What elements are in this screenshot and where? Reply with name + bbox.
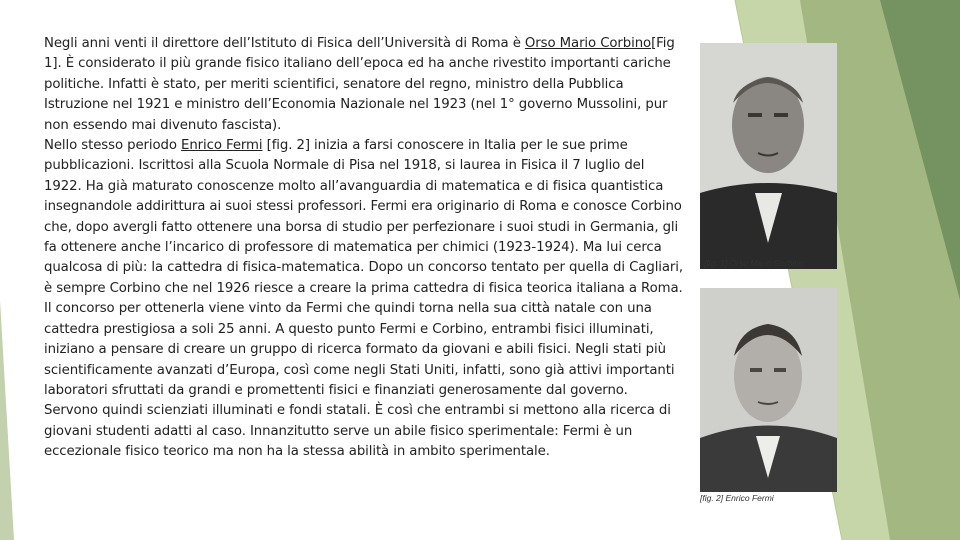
paragraph-fermi <box>44 136 684 463</box>
corbino-name: Orso Mario Corbino <box>524 36 652 51</box>
corbino-portrait-image <box>700 43 837 269</box>
green-corner-left <box>0 300 14 540</box>
p2-post: [fig. 2] inizia a farsi conoscere in Italia per le sue prime pubblicazioni. Iscrittosi alla Scuola Normale di Pisa nel 1918, si laurea in Fisica il 7 luglio del 1922. Ha già maturato conoscenze molto all’avanguardia di matematica e di fisica quantistica insegnandole addirittura ai suoi stessi professori. Fermi era originario di Roma e conosce Corbino che, dopo avergli fatto ottenere una borsa di studio per perfezionare i suoi studi in Germania, gli fa ottenere anche l’incarico di professore di matematica per chimici (1923-1924). Ma lui cerca qualcosa di più: la cattedra di fisica-matematica. Dopo un concorso tentato per quella di Cagliari, è sempre Corbino che nel 1926 riesce a creare la prima cattedra di fisica teorica italiana a Roma. Il concorso per ottenerla viene vinto da Fermi che quindi torna nella sua città natale con una cattedra prestigiosa a soli 25 anni. A questo punto Fermi e Corbino, entrambi fisici illuminati, iniziano a pensare di creare un gruppo di ricerca formato da giovani e abili fisici. Negli stati più scientificamente avanzati d’Europa, così come negli Stati Uniti, infatti, sono già attivi importanti laboratori sfruttati da grandi e promettenti fisici e finanziati generosamente dal governo. Servono quindi scienziati illuminati e fondi statali. È così che entrambi si mettono alla ricerca di giovani studenti adatti al caso. Innanzitutto serve un abile fisico sperimentale: Fermi è un eccezionale fisico teorico ma non ha la stessa abilità in ambito sperimentale. <box>44 138 684 460</box>
main-text <box>44 34 684 463</box>
p2-pre: Nello stesso periodo <box>44 138 182 154</box>
p1-post: [Fig 1]. È considerato il più grande fisico italiano dell’epoca ed ha anche rivestito importanti cariche politiche. Infatti è stato, per meriti scientifici, senatore del regno, ministro della Pubblica Istruzione nel 1921 e ministro dell’Economia Nazionale nel 1923 (nel 1° governo Mussolini, pur non essendo mai divenuto fascista). <box>44 36 675 133</box>
p1-pre: Negli anni venti il direttore dell’Istituto di Fisica dell’Università di Roma è <box>44 36 525 51</box>
fermi-photo <box>700 288 837 492</box>
paragraph-corbino <box>44 34 684 136</box>
caption-fig1: [fig. 1] Orso Mario Corbino <box>704 258 804 268</box>
corbino-photo <box>700 43 837 269</box>
fermi-name: Enrico Fermi <box>181 138 263 154</box>
caption-fig2: [fig. 2] Enrico Fermi <box>700 493 774 503</box>
fermi-portrait-image <box>700 288 837 492</box>
